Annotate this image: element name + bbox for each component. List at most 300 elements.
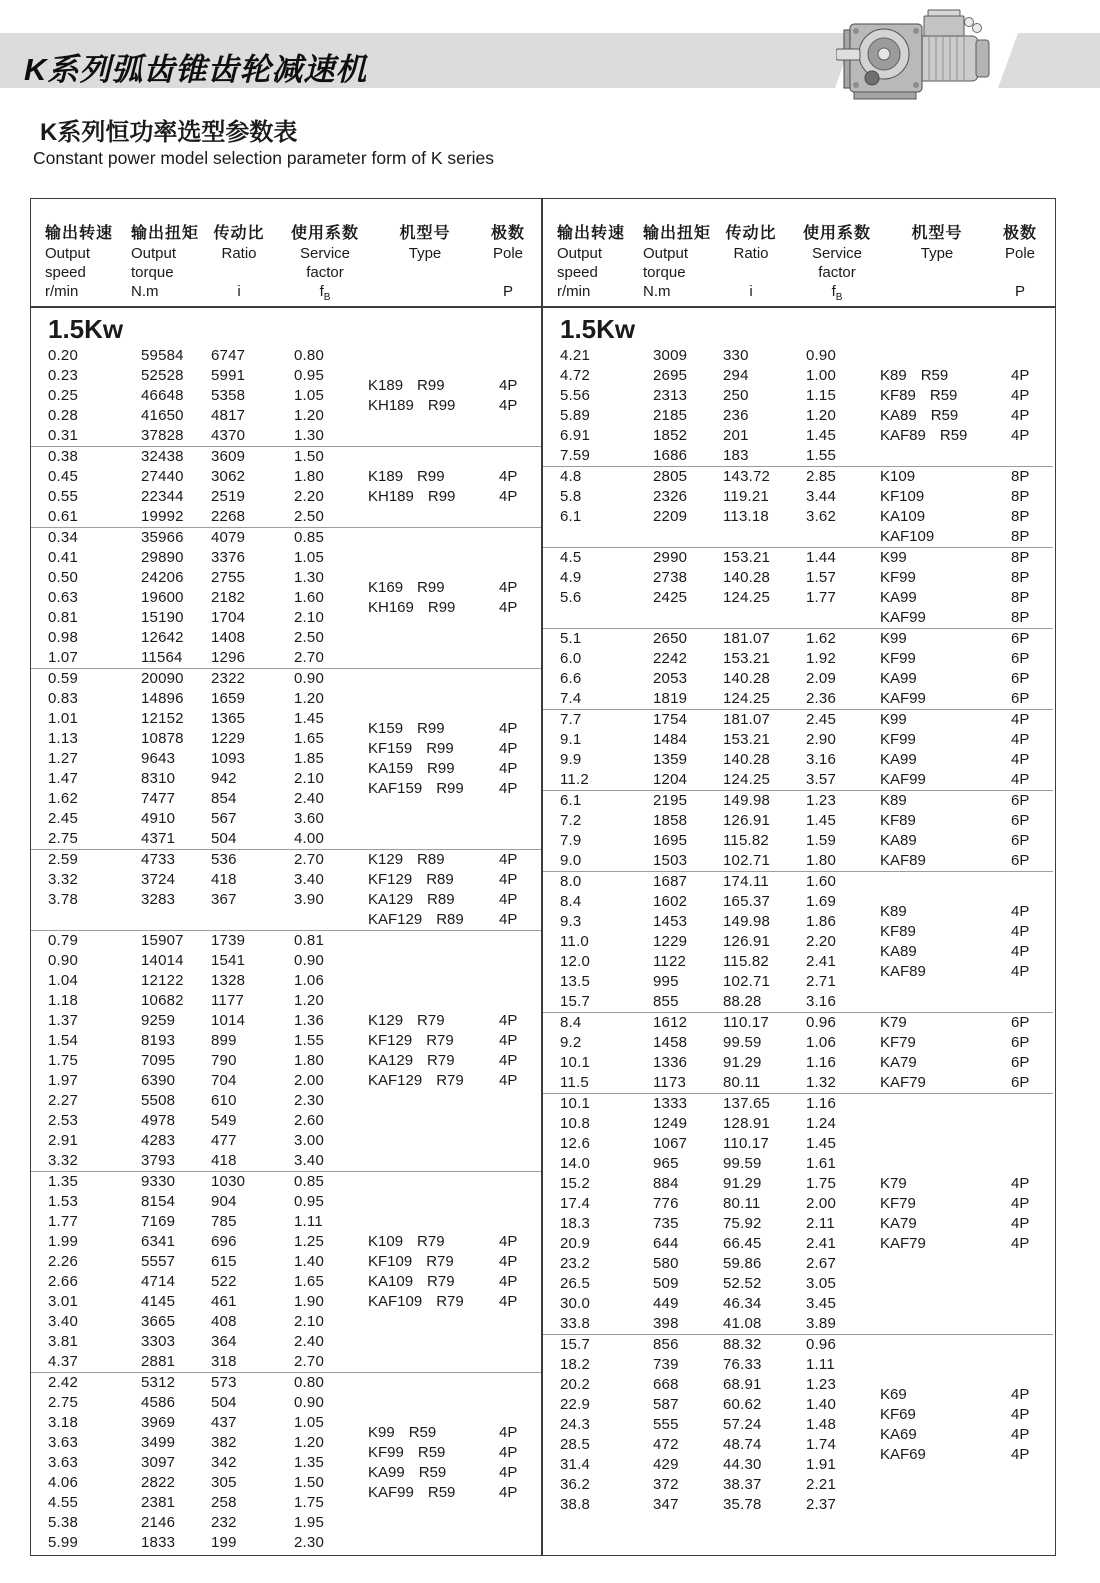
output-speed-cell: 4.21 [560,347,590,364]
service-factor-cell: 1.60 [294,589,324,606]
service-factor-cell: 3.44 [806,488,836,505]
data-row [543,992,1053,1012]
service-factor-cell: 2.70 [294,1353,324,1370]
service-factor-cell: 1.92 [806,650,836,667]
data-row [31,447,541,467]
ratio-cell: 2322 [211,670,246,687]
type-model: KA99 [880,589,917,606]
data-block [31,527,541,668]
ratio-cell: 113.18 [723,508,769,525]
header-col-pole [989,223,1051,301]
type-model: K109 [368,1233,404,1250]
pole-value: 6P [1011,650,1030,667]
ratio-cell: 610 [211,1092,237,1109]
type-row [880,770,1048,790]
output-torque-cell: 32438 [141,448,184,465]
header-line: speed [557,264,598,281]
pole-value: 8P [1011,488,1030,505]
ratio-cell: 140.28 [723,751,771,768]
service-factor-cell: 0.96 [806,1014,836,1031]
type-model: KA109 [880,508,926,525]
output-speed-cell: 38.8 [560,1496,590,1513]
output-speed-cell: 5.99 [48,1534,78,1551]
output-speed-cell: 2.59 [48,851,78,868]
type-series: R99 [417,720,445,737]
output-torque-cell: 14014 [141,952,184,969]
type-model: KAF79 [880,1235,926,1252]
output-torque-cell: 1173 [653,1074,687,1091]
service-factor-cell: 0.90 [806,347,836,364]
service-factor-cell: 1.35 [294,1454,324,1471]
output-torque-cell: 1333 [653,1095,688,1112]
pole-value: 6P [1011,812,1030,829]
ratio-cell: 75.92 [723,1215,762,1232]
service-factor-cell: 2.20 [294,488,324,505]
output-torque-cell: 4371 [141,830,176,847]
header-line: Type [920,245,954,262]
data-row [31,346,541,366]
service-factor-cell: 3.16 [806,993,836,1010]
header-line: 输出转速 [557,225,626,242]
service-factor-cell: 1.59 [806,832,836,849]
output-torque-cell: 20090 [141,670,184,687]
header-line: torque [131,264,174,281]
output-speed-cell: 3.32 [48,871,78,888]
output-speed-cell: 6.1 [560,508,582,525]
output-torque-cell: 2146 [141,1514,176,1531]
service-factor-cell: 1.50 [294,1474,324,1491]
service-factor-cell: 1.00 [806,367,836,384]
pole-value: 6P [1011,792,1030,809]
output-torque-cell: 1687 [653,873,688,890]
service-factor-cell: 2.10 [294,609,324,626]
ratio-cell: 854 [211,790,237,807]
service-factor-cell: 2.41 [806,953,836,970]
ratio-cell: 5358 [211,387,246,404]
header-line: Service [811,245,863,262]
service-factor-cell: 3.90 [294,891,324,908]
output-torque-cell: 52528 [141,367,184,384]
output-speed-cell: 0.98 [48,629,78,646]
type-row [368,1272,536,1292]
type-model: KA109 [368,1273,414,1290]
type-model: KAF79 [880,1074,926,1091]
output-speed-cell: 0.79 [48,932,78,949]
ratio-cell: 128.91 [723,1115,771,1132]
output-speed-cell: 4.5 [560,549,582,566]
data-block [31,1372,541,1553]
type-series: R89 [426,871,454,888]
pole-value: 4P [499,397,518,414]
output-speed-cell: 14.0 [560,1155,590,1172]
output-speed-cell: 1.47 [48,770,78,787]
pole-value: 4P [499,1444,518,1461]
type-row [880,1033,1048,1053]
output-torque-cell: 10878 [141,730,184,747]
output-torque-cell: 1819 [653,690,688,707]
service-factor-cell: 1.80 [294,468,324,485]
service-factor-cell: 0.95 [294,367,324,384]
data-row [543,1094,1053,1114]
type-row [368,1443,536,1463]
ratio-cell: 88.28 [723,993,762,1010]
output-speed-cell: 18.3 [560,1215,590,1232]
pole-value: 4P [1011,1406,1030,1423]
output-torque-cell: 5312 [141,1374,176,1391]
header-col-type [889,223,985,301]
output-speed-cell: 9.9 [560,751,582,768]
header-line: 输出转速 [45,225,114,242]
ratio-cell: 181.07 [723,630,771,647]
output-torque-cell: 668 [653,1376,679,1393]
pole-value: 4P [499,1484,518,1501]
ratio-cell: 785 [211,1213,237,1230]
header-line: $f_B$ [831,283,843,303]
service-factor-cell: 1.45 [806,1135,836,1152]
ratio-cell: 174.11 [723,873,769,890]
series-title: K系列弧齿锥齿轮减速机 [24,52,368,87]
output-torque-cell: 1453 [653,913,688,930]
output-torque-cell: 12122 [141,972,184,989]
output-speed-cell: 18.2 [560,1356,590,1373]
pole-value: 4P [499,851,518,868]
service-factor-cell: 1.40 [294,1253,324,1270]
data-row [31,829,541,849]
header-col-output-speed [45,223,131,301]
type-model: KAF89 [880,427,926,444]
ratio-cell: 126.91 [723,933,771,950]
ratio-cell: 367 [211,891,237,908]
output-speed-cell: 3.32 [48,1152,78,1169]
header-col-output-speed [557,223,643,301]
output-torque-cell: 1602 [653,893,688,910]
output-speed-cell: 7.2 [560,812,582,829]
data-block [543,1334,1053,1515]
ratio-cell: 294 [723,367,749,384]
pole-value: 4P [499,468,518,485]
ratio-cell: 504 [211,830,237,847]
type-row [368,890,536,910]
output-speed-cell: 4.72 [560,367,590,384]
pole-value: 4P [499,1233,518,1250]
ratio-cell: 52.52 [723,1275,762,1292]
output-torque-cell: 9330 [141,1173,176,1190]
output-torque-cell: 24206 [141,569,184,586]
type-series: R99 [427,760,455,777]
service-factor-cell: 1.32 [806,1074,836,1091]
output-torque-cell: 776 [653,1195,679,1212]
header-line [377,282,473,301]
output-torque-cell: 372 [653,1476,679,1493]
type-model: KH189 [368,488,414,505]
service-factor-cell: 1.45 [806,812,836,829]
output-torque-cell: 739 [653,1356,679,1373]
type-row [368,1071,536,1091]
data-row [543,872,1053,892]
type-series: R59 [929,387,958,404]
output-torque-cell: 9259 [141,1012,176,1029]
ratio-cell: 504 [211,1394,237,1411]
ratio-cell: 573 [211,1374,237,1391]
type-row [880,1425,1048,1445]
type-model: K99 [368,1424,395,1441]
ratio-cell: 124.25 [723,589,771,606]
data-row [543,1335,1053,1355]
data-row [31,1212,541,1232]
output-speed-cell: 7.7 [560,711,582,728]
ratio-cell: 704 [211,1072,237,1089]
header-line: r/min [557,283,591,300]
service-factor-cell: 1.20 [294,992,324,1009]
table-body-left [31,308,541,1553]
type-row [880,922,1048,942]
ratio-cell: 1177 [211,992,245,1009]
ratio-cell: 199 [211,1534,237,1551]
data-row [31,931,541,951]
service-factor-cell: 1.80 [806,852,836,869]
pole-value: 8P [1011,569,1030,586]
output-speed-cell: 9.3 [560,913,582,930]
output-torque-cell: 14896 [141,690,184,707]
output-speed-cell: 2.26 [48,1253,78,1270]
pole-value: 4P [499,1012,518,1029]
service-factor-cell: 2.30 [294,1534,324,1551]
type-stack [368,1423,536,1503]
type-row [880,669,1048,689]
ratio-cell: 1093 [211,750,246,767]
service-factor-cell: 2.00 [294,1072,324,1089]
ratio-cell: 942 [211,770,237,787]
ratio-cell: 1739 [211,932,246,949]
data-row [543,1355,1053,1375]
service-factor-cell: 2.50 [294,629,324,646]
data-row [543,1134,1053,1154]
header-col-output-torque [131,223,217,301]
type-model: KAF129 [368,1072,423,1089]
service-factor-cell: 1.55 [806,447,836,464]
type-row [368,1423,536,1443]
service-factor-cell: 1.48 [806,1416,836,1433]
service-factor-cell: 1.95 [294,1514,324,1531]
type-model: KA99 [880,751,917,768]
data-block [543,1012,1053,1093]
type-stack [368,376,536,416]
output-speed-cell: 3.40 [48,1313,78,1330]
output-speed-cell: 8.4 [560,893,582,910]
output-torque-cell: 555 [653,1416,679,1433]
header-line: 使用系数 [290,225,359,242]
header-line: Output [557,245,603,262]
type-stack [368,1011,536,1091]
output-speed-cell: 0.23 [48,367,78,384]
output-speed-cell: 8.0 [560,873,582,890]
type-row [880,710,1048,730]
type-model: KF69 [880,1406,916,1423]
ratio-cell: 3376 [211,549,246,566]
table-heading-cn: K系列恒功率选型参数表 [40,119,298,146]
data-row [543,1154,1053,1174]
service-factor-cell: 1.36 [294,1012,324,1029]
header-col-ratio [207,223,271,301]
output-speed-cell: 4.37 [48,1353,78,1370]
service-factor-cell: 1.60 [806,873,836,890]
type-model: KAF109 [368,1293,423,1310]
service-factor-cell: 0.90 [294,952,324,969]
service-factor-cell: 2.90 [806,731,836,748]
ratio-cell: 60.62 [723,1396,762,1413]
type-series: R79 [417,1012,445,1029]
data-row [31,689,541,709]
output-torque-cell: 1858 [653,812,688,829]
pole-value: 4P [499,871,518,888]
type-row [880,730,1048,750]
pole-value: 8P [1011,508,1030,525]
table-heading-en: Constant power model selection parameter form of K series [33,148,495,168]
data-row [543,1495,1053,1515]
service-factor-cell: 1.74 [806,1436,836,1453]
output-torque-cell: 4978 [141,1112,176,1129]
output-speed-cell: 24.3 [560,1416,590,1433]
output-speed-cell: 0.45 [48,468,78,485]
type-stack [880,548,1048,628]
service-factor-cell: 3.62 [806,508,836,525]
type-row [368,759,536,779]
type-model: KA129 [368,1052,414,1069]
output-torque-cell: 8193 [141,1032,176,1049]
pole-value: 4P [1011,1235,1030,1252]
service-factor-cell: 1.05 [294,1414,324,1431]
data-row [543,1475,1053,1495]
type-row [880,386,1048,406]
pole-value: 4P [499,911,518,928]
pole-value: 4P [499,780,518,797]
header-line [889,282,985,301]
output-speed-cell: 2.27 [48,1092,78,1109]
output-speed-cell: 2.75 [48,830,78,847]
header-line: i [749,283,753,300]
output-torque-cell: 12152 [141,710,184,727]
type-model: K129 [368,851,404,868]
data-row [31,1513,541,1533]
type-row [880,1214,1048,1234]
output-torque-cell: 2313 [653,387,688,404]
ratio-cell: 790 [211,1052,237,1069]
output-torque-cell: 965 [653,1155,679,1172]
ratio-cell: 477 [211,1132,237,1149]
output-torque-cell: 2053 [653,670,688,687]
service-factor-cell: 3.40 [294,1152,324,1169]
pole-value: 6P [1011,670,1030,687]
header-line: Output [643,245,689,262]
pole-value: 4P [1011,1386,1030,1403]
header-line: 使用系数 [802,225,871,242]
data-row [543,1114,1053,1134]
output-speed-cell: 6.1 [560,792,582,809]
data-row [31,1172,541,1192]
type-row [368,739,536,759]
ratio-cell: 232 [211,1514,237,1531]
ratio-cell: 6747 [211,347,246,364]
output-speed-cell: 23.2 [560,1255,590,1272]
type-series: R79 [427,1052,455,1069]
header-line: 极数 [1002,225,1037,242]
service-factor-cell: 1.69 [806,893,836,910]
output-speed-cell: 4.06 [48,1474,78,1491]
header-col-ratio [719,223,783,301]
service-factor-cell: 2.37 [806,1496,836,1513]
output-torque-cell: 2738 [653,569,688,586]
data-row [31,426,541,446]
service-factor-cell: 1.15 [806,387,836,404]
service-factor-cell: 1.11 [806,1356,835,1373]
service-factor-cell: 3.00 [294,1132,324,1149]
output-speed-cell: 0.81 [48,609,78,626]
type-model: K99 [880,711,907,728]
output-speed-cell: 0.31 [48,427,78,444]
type-model: K99 [880,630,907,647]
type-model: K89 [880,903,907,920]
service-factor-cell: 2.70 [294,649,324,666]
type-model: KAF69 [880,1446,926,1463]
pole-value: 4P [1011,1215,1030,1232]
header-col-output-torque [643,223,729,301]
header-line: speed [45,264,86,281]
type-stack [368,719,536,799]
ratio-cell: 48.74 [723,1436,762,1453]
data-row [31,1352,541,1372]
type-series: R79 [436,1293,464,1310]
ratio-cell: 99.59 [723,1034,762,1051]
data-row [31,1533,541,1553]
pole-value: 6P [1011,1034,1030,1051]
output-torque-cell: 2822 [141,1474,176,1491]
output-speed-cell: 1.07 [48,649,78,666]
output-speed-cell: 5.38 [48,1514,78,1531]
output-speed-cell: 1.53 [48,1193,78,1210]
data-row [31,507,541,527]
service-factor-cell: 2.20 [806,933,836,950]
output-speed-cell: 9.2 [560,1034,582,1051]
output-torque-cell: 1686 [653,447,688,464]
data-row [31,628,541,648]
service-factor-cell: 1.65 [294,730,324,747]
output-speed-cell: 0.20 [48,347,78,364]
pole-value: 4P [499,1032,518,1049]
output-torque-cell: 3665 [141,1313,176,1330]
data-row [543,446,1053,466]
output-torque-cell: 1122 [653,953,687,970]
pole-value: 4P [499,1464,518,1481]
output-speed-cell: 3.01 [48,1293,78,1310]
type-model: KH189 [368,397,414,414]
service-factor-cell: 2.36 [806,690,836,707]
output-speed-cell: 3.78 [48,891,78,908]
service-factor-cell: 3.05 [806,1275,836,1292]
pole-value: 4P [499,740,518,757]
type-model: K109 [880,468,916,485]
table-header-left [31,199,541,306]
type-series: R59 [418,1464,447,1481]
output-torque-cell: 1204 [653,771,688,788]
output-torque-cell: 5508 [141,1092,176,1109]
service-factor-cell: 2.41 [806,1235,836,1252]
ratio-cell: 115.82 [723,832,769,849]
type-stack [880,791,1048,871]
data-row [543,1314,1053,1334]
output-speed-cell: 7.59 [560,447,590,464]
type-model: K169 [368,579,404,596]
output-torque-cell: 15907 [141,932,184,949]
